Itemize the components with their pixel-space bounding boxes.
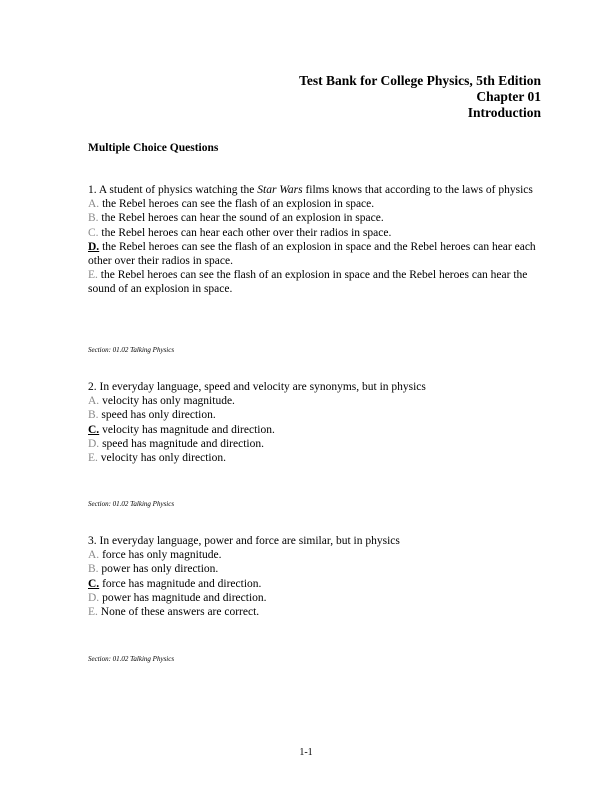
section-title: Multiple Choice Questions [88, 142, 219, 154]
answer-option: E. the Rebel heroes can see the flash of an explosion in space and the Rebel heroes can hear the sound of an explosion in space. [88, 269, 528, 296]
answer-option: C. the Rebel heroes can hear each other over their radios in space. [88, 226, 392, 239]
answer-option: D. speed has magnitude and direction. [88, 437, 264, 450]
answer-option-correct: C. force has magnitude and direction. [88, 577, 262, 590]
answer-option: E. None of these answers are correct. [88, 606, 260, 619]
answer-option: E. velocity has only direction. [88, 452, 226, 465]
answer-option: B. power has only direction. [88, 563, 219, 576]
question-2 [88, 380, 543, 465]
answer-option-correct: D. the Rebel heroes can see the flash of an explosion in space and the Rebel heroes can hear each other over their radios in space. [88, 240, 536, 268]
page-number: 1-1 [299, 747, 313, 758]
answer-option: D. power has magnitude and direction. [88, 591, 267, 604]
question-2-stem: 2. In everyday language, speed and velocity are synonyms, but in physics [88, 381, 426, 393]
answer-option: B. the Rebel heroes can hear the sound of an explosion in space. [88, 212, 384, 225]
question-1-section: Section: 01.02 Talking Physics [88, 346, 175, 354]
answer-option: A. velocity has only magnitude. [88, 395, 235, 408]
book-title: Test Bank for College Physics, 5th Edition [299, 73, 541, 88]
answer-option-correct: C. velocity has magnitude and direction. [88, 423, 275, 436]
chapter-topic: Introduction [467, 105, 541, 120]
answer-option: A. the Rebel heroes can see the flash of an explosion in space. [88, 198, 375, 211]
question-1 [88, 183, 543, 297]
question-3 [88, 534, 543, 619]
question-2-section: Section: 01.02 Talking Physics [88, 500, 175, 508]
question-3-section: Section: 01.02 Talking Physics [88, 655, 175, 663]
answer-option: B. speed has only direction. [88, 409, 216, 422]
answer-option: A. force has only magnitude. [88, 549, 222, 562]
document-header [299, 73, 541, 121]
question-3-stem: 3. In everyday language, power and force are similar, but in physics [88, 535, 400, 547]
question-1-stem: 1. A student of physics watching the Star Wars films knows that according to the laws of physics [88, 184, 533, 196]
chapter-number: Chapter 01 [476, 89, 541, 104]
